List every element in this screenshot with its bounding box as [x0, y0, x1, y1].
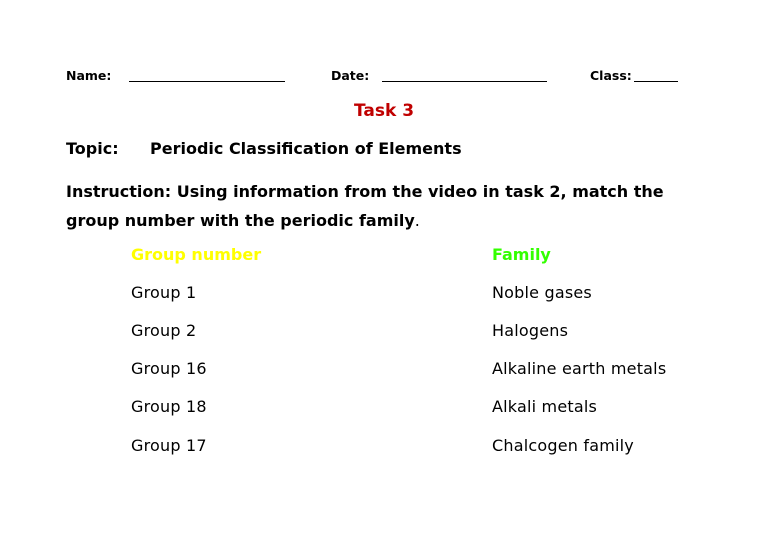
topic-line — [66, 139, 462, 158]
topic-value: Periodic Classification of Elements — [150, 139, 462, 158]
family-cell: Chalcogen family — [492, 436, 634, 455]
group-cell: Group 17 — [131, 436, 207, 455]
task-title: Task 3 — [353, 101, 415, 121]
group-cell: Group 1 — [131, 283, 197, 302]
table-header-row — [0, 245, 768, 269]
family-cell: Alkaline earth metals — [492, 359, 667, 378]
instruction-text — [66, 177, 678, 235]
group-cell: Group 18 — [131, 397, 207, 416]
instruction-line-2-text: group number with the periodic family — [66, 211, 415, 230]
group-cell: Group 16 — [131, 359, 207, 378]
family-cell: Alkali metals — [492, 397, 598, 416]
class-label: Class: — [590, 68, 632, 83]
name-blank-line — [129, 81, 285, 82]
instruction-period: . — [414, 211, 420, 230]
table-row — [0, 436, 768, 460]
table-row — [0, 321, 768, 345]
table-row — [0, 359, 768, 383]
family-cell: Noble gases — [492, 283, 592, 302]
topic-label: Topic: — [66, 139, 119, 158]
group-cell: Group 2 — [131, 321, 197, 340]
name-label: Name: — [66, 68, 112, 83]
class-blank-line — [634, 81, 678, 82]
table-row — [0, 397, 768, 421]
table-row — [0, 283, 768, 307]
instruction-line-2 — [66, 206, 678, 235]
group-number-header: Group number — [131, 245, 262, 264]
family-cell: Halogens — [492, 321, 569, 340]
family-header: Family — [492, 245, 551, 264]
instruction-line-1: Instruction: Using information from the video in task 2, match the — [66, 182, 664, 201]
date-blank-line — [382, 81, 547, 82]
date-label: Date: — [331, 68, 370, 83]
header-row — [0, 66, 768, 86]
